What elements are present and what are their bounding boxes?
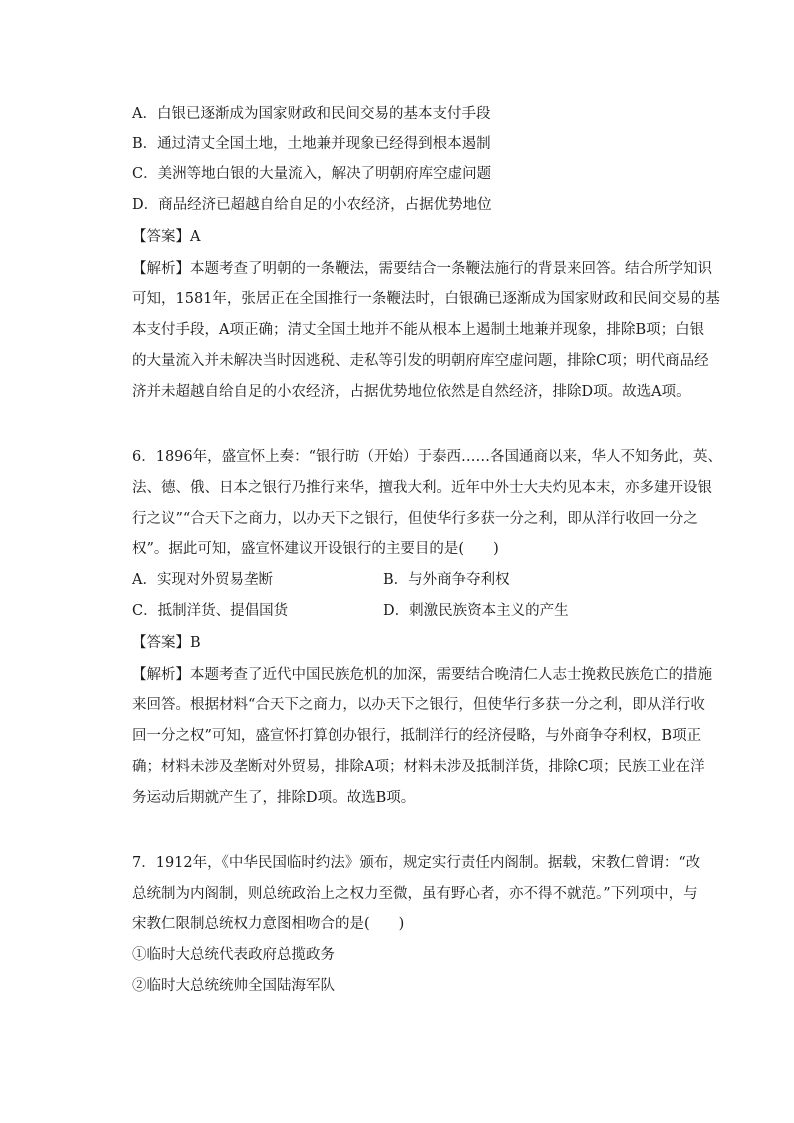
q5-analysis-label: 【解析】 xyxy=(132,261,190,277)
q6-answer-value: B xyxy=(190,635,201,651)
q6-option-c: C．抵制洋货、提倡国货 xyxy=(132,603,289,619)
q7-stem-line-2: 总统制为内阁制，则总统政治上之权力至微，虽有野心者，亦不得不就范。”下列项中，与 xyxy=(132,886,698,902)
q6-analysis-line-2: 来回答。根据材料“合天下之商力，以办天下之银行，但使华行多获一分之利，即从洋行收 xyxy=(132,697,705,713)
q6-option-b: B．与外商争夺利权 xyxy=(383,572,510,588)
q5-option-c: C．美洲等地白银的大量流入，解决了明朝府库空虚问题 xyxy=(132,166,492,182)
q7-item-2: ②临时大总统统帅全国陆海军队 xyxy=(132,978,335,994)
q5-analysis-line-4: 的大量流入并未解决当时因逃税、走私等引发的明朝府库空虚问题，排除C项；明代商品经 xyxy=(132,353,709,369)
q6-analysis-line-5: 务运动后期就产生了，排除D项。故选B项。 xyxy=(132,790,416,806)
q5-option-d: D．商品经济已超越自给自足的小农经济，占据优势地位 xyxy=(132,197,492,213)
q6-analysis-line-3: 回一分之权”可知，盛宣怀打算创办银行，抵制洋行的经济侵略，与外商争夺利权，B项正 xyxy=(132,728,702,744)
q6-stem-line-1: 6．1896年，盛宣怀上奏：“银行昉（开始）于泰西……各国通商以来，华人不知务此，英、 xyxy=(132,449,723,465)
q6-analysis-line-1: 【解析】本题考查了近代中国民族危机的加深，需要结合晚清仁人志士挽救民族危亡的措施 xyxy=(132,667,712,683)
q6-analysis-label: 【解析】 xyxy=(132,667,190,683)
q6-answer xyxy=(132,632,712,654)
q5-analysis-line-3: 本支付手段，A项正确；清丈全国土地并不能从根本上遏制土地兼并现象，排除B项；白银 xyxy=(132,322,705,338)
q5-analysis-line-5: 济并未超越自给自足的小农经济，占据优势地位依然是自然经济，排除D项。故选A项。 xyxy=(132,384,691,400)
q5-answer xyxy=(132,226,712,248)
q7-stem-line-3: 宋教仁限制总统权力意图相吻合的是( ) xyxy=(132,916,405,932)
q5-option-a: A．白银已逐渐成为国家财政和民间交易的基本支付手段 xyxy=(132,106,491,122)
q6-analysis-line-4: 确；材料未涉及垄断对外贸易，排除A项；材料未涉及抵制洋货，排除C项；民族工业在洋 xyxy=(132,759,705,775)
q6-stem-line-3: 行之议”“合天下之商力，以办天下之银行，但使华行多获一分之利，即从洋行收回一分之 xyxy=(132,511,698,527)
q6-stem-line-4: 权”。据此可知，盛宣怀建议开设银行的主要目的是( ) xyxy=(132,541,499,557)
q7-stem-line-1: 7．1912年，《中华民国临时约法》颁布，规定实行责任内阁制。据载，宋教仁曾谓：“改 xyxy=(132,855,701,871)
q6-option-a: A．实现对外贸易垄断 xyxy=(132,572,273,588)
q6-option-d: D．刺激民族资本主义的产生 xyxy=(383,603,569,619)
q5-answer-label: 【答案】 xyxy=(132,229,190,245)
q5-analysis-line-2: 可知，1581年，张居正在全国推行一条鞭法时，白银确已逐渐成为国家财政和民间交易的基 xyxy=(132,291,720,307)
q6-stem-line-2: 法、德、俄、日本之银行乃推行来华，擅我大利。近年中外士大夫灼见本末，亦多建开设银 xyxy=(132,480,712,496)
q5-answer-value: A xyxy=(190,229,201,245)
q6-answer-label: 【答案】 xyxy=(132,635,190,651)
q7-item-1: ①临时大总统代表政府总揽政务 xyxy=(132,947,335,963)
q5-analysis-line-1: 【解析】本题考查了明朝的一条鞭法，需要结合一条鞭法施行的背景来回答。结合所学知识 xyxy=(132,261,712,277)
q5-option-b: B．通过清丈全国土地，土地兼并现象已经得到根本遏制 xyxy=(132,136,491,152)
